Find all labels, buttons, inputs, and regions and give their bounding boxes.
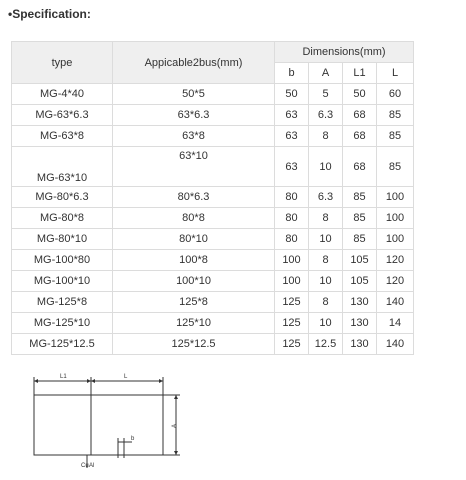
arrow-l1-left — [34, 379, 38, 383]
cell-type: MG-80*8 — [12, 208, 113, 229]
cell-bus: 63*8 — [113, 126, 275, 147]
cell-b: 50 — [275, 84, 309, 105]
cell-l: 14 — [377, 313, 414, 334]
cell-type: MG-125*10 — [12, 313, 113, 334]
cell-bus: 50*5 — [113, 84, 275, 105]
cell-a: 10 — [309, 313, 343, 334]
cell-type: MG-63*10 — [12, 147, 113, 187]
cell-l1: 68 — [343, 126, 377, 147]
arrow-l-left — [91, 379, 95, 383]
header-applicable-bus: Appicable2bus(mm) — [113, 42, 275, 84]
cell-l1: 68 — [343, 105, 377, 126]
header-type: type — [12, 42, 113, 84]
label-l1: L1 — [60, 374, 67, 380]
label-b: b — [131, 436, 135, 442]
arrow-l-right — [159, 379, 163, 383]
cell-a: 5 — [309, 84, 343, 105]
table-row — [12, 229, 414, 250]
cell-b: 100 — [275, 271, 309, 292]
cell-l: 140 — [377, 334, 414, 355]
arrow-a-top — [174, 395, 178, 399]
table-row — [12, 208, 414, 229]
cell-type: MG-4*40 — [12, 84, 113, 105]
cell-l1: 130 — [343, 292, 377, 313]
cell-type: MG-63*6.3 — [12, 105, 113, 126]
table-row — [12, 84, 414, 105]
cell-b: 125 — [275, 292, 309, 313]
table-row — [12, 105, 414, 126]
cell-a: 8 — [309, 208, 343, 229]
label-l: L — [124, 374, 128, 380]
cell-l1: 50 — [343, 84, 377, 105]
cell-type: MG-100*10 — [12, 271, 113, 292]
header-b: b — [275, 63, 309, 84]
cell-type: MG-125*12.5 — [12, 334, 113, 355]
cell-b: 125 — [275, 334, 309, 355]
cell-l1: 105 — [343, 250, 377, 271]
table-row — [12, 334, 414, 355]
cell-l1: 105 — [343, 271, 377, 292]
header-l: L — [377, 63, 414, 84]
cell-l1: 130 — [343, 334, 377, 355]
header-l1: L1 — [343, 63, 377, 84]
cell-bus: 80*6.3 — [113, 187, 275, 208]
cell-a: 10 — [309, 229, 343, 250]
busbar-outline — [34, 395, 163, 455]
cell-bus: 100*10 — [113, 271, 275, 292]
table-row — [12, 292, 414, 313]
specification-table — [11, 41, 414, 355]
cell-type: MG-80*10 — [12, 229, 113, 250]
cell-bus: 63*6.3 — [113, 105, 275, 126]
cell-l: 60 — [377, 84, 414, 105]
cell-bus: 80*8 — [113, 208, 275, 229]
cell-l1: 85 — [343, 229, 377, 250]
cell-l: 120 — [377, 271, 414, 292]
cell-b: 80 — [275, 208, 309, 229]
cell-b: 125 — [275, 313, 309, 334]
cell-a: 8 — [309, 250, 343, 271]
cell-type: MG-125*8 — [12, 292, 113, 313]
cell-b: 63 — [275, 126, 309, 147]
cell-b: 63 — [275, 105, 309, 126]
cell-bus: 125*8 — [113, 292, 275, 313]
table-row — [12, 250, 414, 271]
table-row — [12, 126, 414, 147]
table-row — [12, 147, 414, 187]
cell-l: 100 — [377, 229, 414, 250]
cell-l1: 68 — [343, 147, 377, 187]
arrow-a-bottom — [174, 451, 178, 455]
cell-l1: 85 — [343, 187, 377, 208]
table-row — [12, 271, 414, 292]
cell-b: 63 — [275, 147, 309, 187]
label-cu: Cu — [81, 463, 89, 469]
cell-a: 8 — [309, 126, 343, 147]
header-a: A — [309, 63, 343, 84]
cell-type: MG-63*8 — [12, 126, 113, 147]
cell-l: 120 — [377, 250, 414, 271]
cell-l1: 130 — [343, 313, 377, 334]
table-row — [12, 313, 414, 334]
busbar-dimension-diagram — [0, 368, 200, 478]
cell-type: MG-80*6.3 — [12, 187, 113, 208]
cell-l: 140 — [377, 292, 414, 313]
specification-heading: •Specification: — [8, 7, 91, 21]
cell-bus: 125*10 — [113, 313, 275, 334]
cell-a: 6.3 — [309, 187, 343, 208]
cell-bus: 100*8 — [113, 250, 275, 271]
cell-l: 85 — [377, 105, 414, 126]
header-dimensions: Dimensions(mm) — [275, 42, 414, 63]
cell-l: 100 — [377, 187, 414, 208]
cell-a: 6.3 — [309, 105, 343, 126]
cell-a: 12.5 — [309, 334, 343, 355]
cell-b: 100 — [275, 250, 309, 271]
arrow-l1-right — [87, 379, 91, 383]
cell-type: MG-100*80 — [12, 250, 113, 271]
cell-a: 10 — [309, 271, 343, 292]
label-a: A — [172, 423, 178, 428]
cell-bus: 80*10 — [113, 229, 275, 250]
cell-a: 8 — [309, 292, 343, 313]
cell-b: 80 — [275, 229, 309, 250]
cell-a: 10 — [309, 147, 343, 187]
cell-l: 85 — [377, 147, 414, 187]
cell-l: 100 — [377, 208, 414, 229]
cell-l1: 85 — [343, 208, 377, 229]
cell-b: 80 — [275, 187, 309, 208]
table-row — [12, 187, 414, 208]
cell-bus: 125*12.5 — [113, 334, 275, 355]
cell-bus: 63*10 — [113, 147, 275, 187]
label-al: Al — [89, 463, 95, 469]
cell-l: 85 — [377, 126, 414, 147]
